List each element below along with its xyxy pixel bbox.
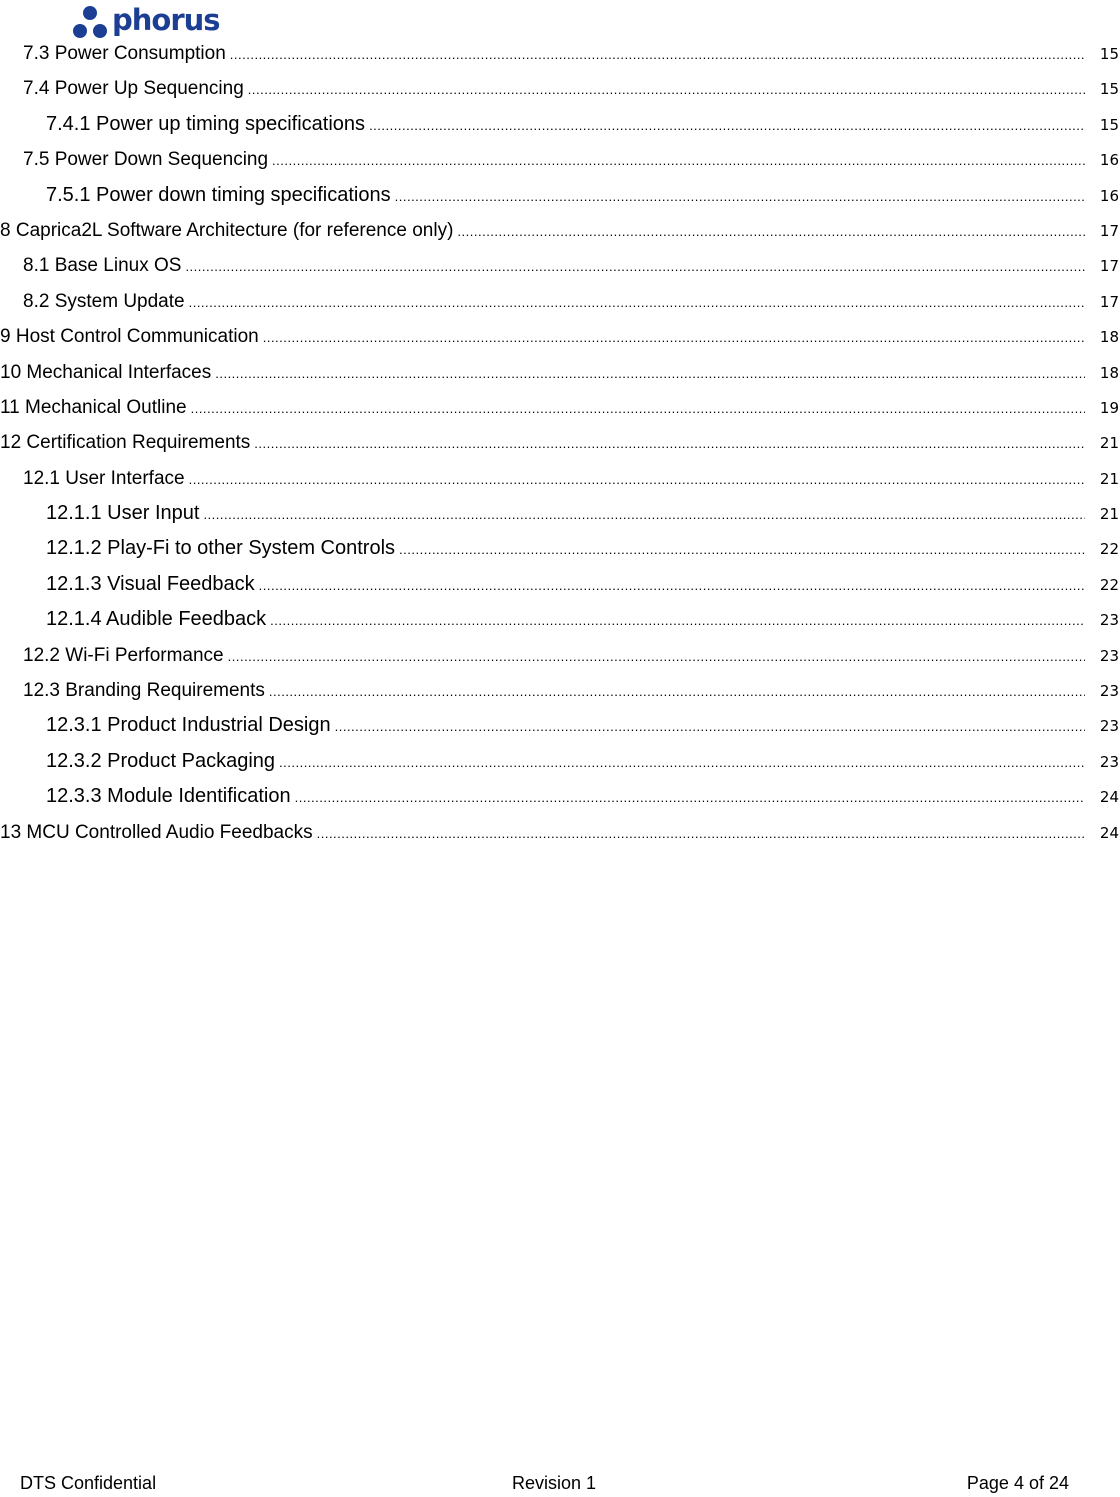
toc-entry-title[interactable]: 12.1.2 Play-Fi to other System Controls	[46, 537, 396, 560]
toc-dot-leader	[335, 709, 1085, 744]
toc-dot-leader	[228, 639, 1085, 674]
toc-entry-title[interactable]: 11 Mechanical Outline	[0, 396, 187, 418]
toc-entry-page[interactable]: 23	[1099, 752, 1119, 771]
toc-dot-leader	[269, 674, 1085, 709]
toc-dot-leader	[295, 780, 1085, 815]
toc-entry-title[interactable]: 7.5.1 Power down timing specifications	[46, 183, 391, 206]
toc-entry-title[interactable]: 13 MCU Controlled Audio Feedbacks	[0, 821, 313, 843]
toc-entry-title[interactable]: 12.1 User Interface	[23, 467, 185, 489]
toc-entry-title[interactable]: 7.3 Power Consumption	[23, 43, 226, 64]
toc-entry-title[interactable]: 7.4.1 Power up timing specifications	[46, 112, 366, 135]
toc-entry-page[interactable]: 21	[1099, 434, 1119, 453]
toc-entry[interactable]	[0, 178, 1120, 213]
toc-entry[interactable]	[0, 355, 1120, 390]
toc-dot-leader	[203, 497, 1085, 532]
toc-entry-title[interactable]: 10 Mechanical Interfaces	[0, 361, 212, 383]
table-of-contents	[0, 36, 1120, 850]
toc-entry-page[interactable]: 15	[1099, 45, 1119, 63]
toc-entry[interactable]	[0, 567, 1120, 602]
toc-entry-title[interactable]: 12.1.3 Visual Feedback	[46, 572, 255, 595]
toc-entry[interactable]	[0, 461, 1120, 496]
toc-entry[interactable]	[0, 425, 1120, 460]
footer-page-number: Page 4 of 24	[966, 1473, 1069, 1493]
toc-dot-leader	[215, 356, 1085, 391]
toc-entry[interactable]	[0, 390, 1120, 425]
toc-entry[interactable]	[0, 71, 1120, 106]
toc-entry-page[interactable]: 15	[1099, 80, 1119, 99]
toc-entry[interactable]	[0, 708, 1120, 743]
toc-dot-leader	[270, 603, 1085, 638]
toc-dot-leader	[248, 72, 1085, 107]
toc-dot-leader	[189, 285, 1085, 320]
toc-entry-page[interactable]: 23	[1099, 717, 1119, 736]
toc-entry-title[interactable]: 12.3 Branding Requirements	[23, 680, 265, 702]
toc-entry-title[interactable]: 7.4 Power Up Sequencing	[23, 78, 244, 100]
toc-dot-leader	[189, 462, 1085, 497]
toc-entry-page[interactable]: 21	[1099, 505, 1119, 524]
toc-dot-leader	[230, 37, 1085, 72]
toc-entry-title[interactable]: 12.1.4 Audible Feedback	[46, 608, 267, 631]
footer-revision: Revision 1	[512, 1473, 597, 1493]
toc-entry-page[interactable]: 18	[1099, 363, 1119, 382]
toc-entry-page[interactable]: 23	[1099, 682, 1119, 701]
toc-entry-page[interactable]: 17	[1099, 221, 1119, 240]
toc-entry[interactable]	[0, 673, 1120, 708]
toc-dot-leader	[457, 214, 1085, 249]
phorus-logo-icon	[72, 1, 108, 41]
toc-entry[interactable]	[0, 36, 1120, 71]
toc-entry-page[interactable]: 22	[1099, 540, 1119, 559]
toc-dot-leader	[191, 391, 1085, 426]
toc-entry-page[interactable]: 22	[1099, 575, 1119, 594]
toc-entry[interactable]	[0, 496, 1120, 531]
toc-entry[interactable]	[0, 284, 1120, 319]
toc-entry-page[interactable]: 24	[1099, 823, 1119, 842]
toc-entry-page[interactable]: 17	[1099, 292, 1119, 311]
toc-entry-page[interactable]: 17	[1099, 257, 1119, 276]
toc-dot-leader	[369, 108, 1085, 143]
toc-entry[interactable]	[0, 602, 1120, 637]
toc-entry-title[interactable]: 12.3.3 Module Identification	[46, 785, 291, 808]
toc-dot-leader	[259, 568, 1085, 603]
toc-entry-title[interactable]: 12.1.1 User Input	[46, 502, 200, 525]
toc-entry[interactable]	[0, 107, 1120, 142]
toc-entry-page[interactable]: 19	[1099, 398, 1119, 417]
toc-entry-page[interactable]: 21	[1099, 469, 1119, 488]
toc-dot-leader	[263, 320, 1085, 355]
toc-entry[interactable]	[0, 779, 1120, 814]
toc-entry[interactable]	[0, 638, 1120, 673]
toc-entry-title[interactable]: 12.2 Wi-Fi Performance	[23, 644, 224, 666]
page-footer	[0, 1473, 1120, 1497]
toc-entry-title[interactable]: 7.5 Power Down Sequencing	[23, 149, 269, 171]
toc-entry-page[interactable]: 24	[1099, 788, 1119, 807]
toc-dot-leader	[279, 745, 1085, 780]
toc-entry[interactable]	[0, 319, 1120, 354]
toc-entry-title[interactable]: 8 Caprica2L Software Architecture (for reference only)	[0, 219, 454, 241]
toc-entry-title[interactable]: 8.1 Base Linux OS	[23, 255, 182, 277]
toc-entry-title[interactable]: 12.3.1 Product Industrial Design	[46, 714, 331, 737]
toc-dot-leader	[272, 143, 1085, 178]
toc-entry[interactable]	[0, 248, 1120, 283]
toc-entry[interactable]	[0, 815, 1120, 850]
toc-entry-title[interactable]: 12 Certification Requirements	[0, 432, 251, 454]
toc-entry[interactable]	[0, 531, 1120, 566]
footer-confidential: DTS Confidential	[20, 1473, 157, 1493]
toc-dot-leader	[254, 426, 1085, 461]
toc-dot-leader	[395, 179, 1085, 214]
toc-entry-page[interactable]: 16	[1099, 186, 1119, 205]
toc-entry-title[interactable]: 8.2 System Update	[23, 290, 185, 312]
toc-entry-page[interactable]: 18	[1099, 328, 1119, 347]
toc-entry-page[interactable]: 23	[1099, 611, 1119, 630]
toc-entry-page[interactable]: 15	[1099, 115, 1119, 134]
toc-entry-title[interactable]: 12.3.2 Product Packaging	[46, 749, 276, 772]
toc-dot-leader	[317, 816, 1085, 851]
toc-entry[interactable]	[0, 213, 1120, 248]
toc-dot-leader	[399, 532, 1085, 567]
toc-entry-page[interactable]: 23	[1099, 646, 1119, 665]
toc-entry[interactable]	[0, 142, 1120, 177]
toc-dot-leader	[185, 249, 1085, 284]
brand-name: phorus	[112, 3, 220, 37]
toc-entry-title[interactable]: 9 Host Control Communication	[0, 326, 259, 348]
toc-entry-page[interactable]: 16	[1099, 151, 1119, 170]
toc-entry[interactable]	[0, 744, 1120, 779]
